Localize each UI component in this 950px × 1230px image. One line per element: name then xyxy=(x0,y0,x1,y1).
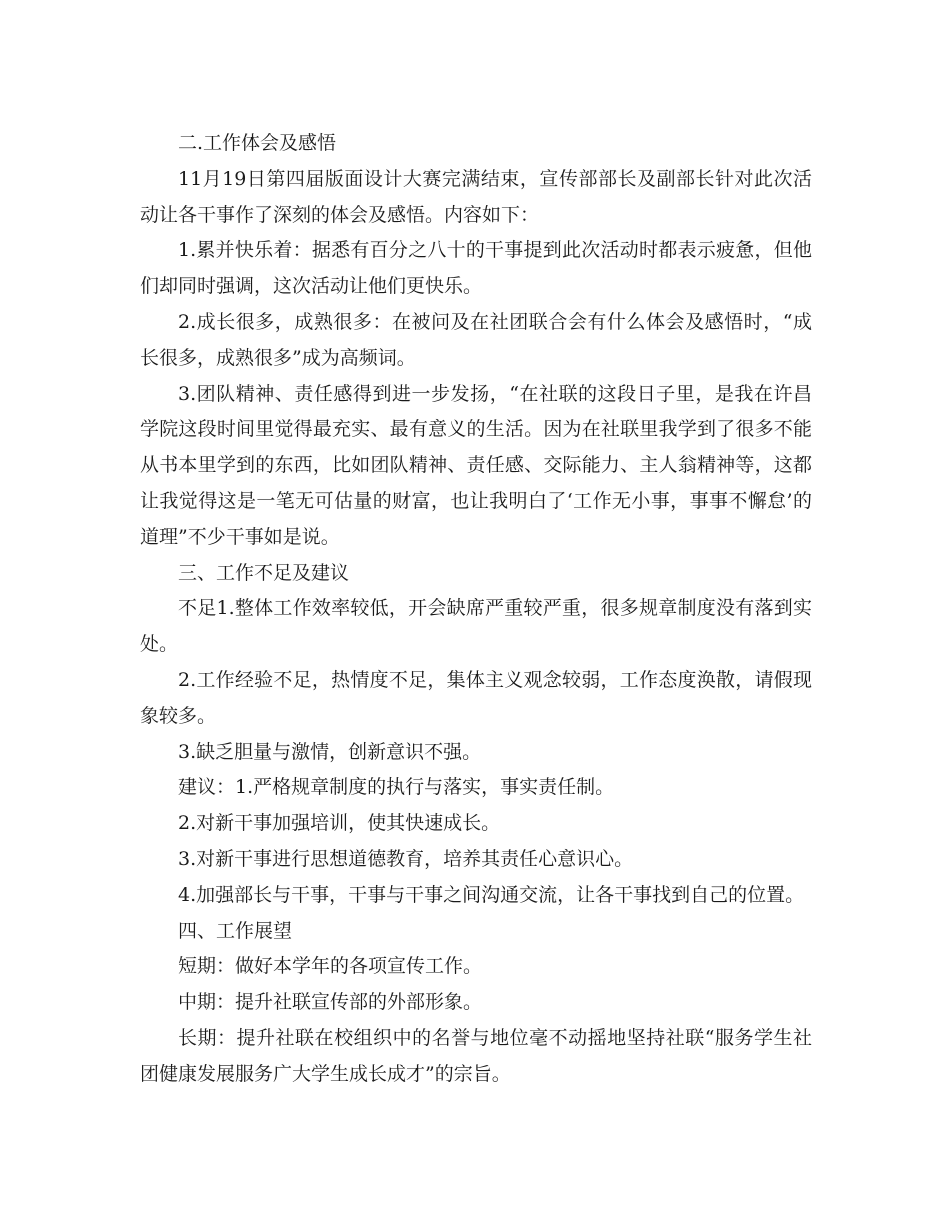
paragraph-long-term: 长期：提升社联在校组织中的名誉与地位毫不动摇地坚持社联“服务学生社团健康发展服务广大学生成长成才”的宗旨。 xyxy=(140,1026,812,1085)
paragraph-item-3: 3.团队精神、责任感得到进一步发扬，“在社联的这段日子里，是我在许昌学院这段时间里觉得最充实、最有意义的生活。因为在社联里我学到了很多不能从书本里学到的东西，比如团队精神、责任感、交际能力、主人翁精神等，这都让我觉得这是一笔无可估量的财富，也让我明白了‘工作无小事，事事不懈怠’的道理”不少干事如是说。 xyxy=(140,382,812,548)
paragraph-mid-term: 中期：提升社联宣传部的外部形象。 xyxy=(178,991,483,1014)
paragraph-intro: 11月19日第四届版面设计大赛完满结束，宣传部部长及副部长针对此次活动让各干事作了深刻的体会及感悟。内容如下： xyxy=(140,167,812,226)
paragraph-item-2: 2.成长很多，成熟很多：在被问及在社团联合会有什么体会及感悟时，“成长很多，成熟很多”成为高频词。 xyxy=(140,310,812,369)
paragraph-suggestion-2: 2.对新干事加强培训，使其快速成长。 xyxy=(178,812,501,835)
document-body xyxy=(140,126,812,1093)
heading-shortcomings: 三、工作不足及建议 xyxy=(178,561,350,584)
paragraph-suggestion-4: 4.加强部长与干事，干事与干事之间沟通交流，让各干事找到自己的位置。 xyxy=(178,883,805,906)
paragraph-shortcoming-2: 2.工作经验不足，热情度不足，集体主义观念较弱，工作态度涣散，请假现象较多。 xyxy=(140,668,812,727)
paragraph-short-term: 短期：做好本学年的各项宣传工作。 xyxy=(178,955,483,978)
paragraph-shortcoming-3: 3.缺乏胆量与激情，创新意识不强。 xyxy=(178,740,482,763)
paragraph-shortcoming-1: 不足1.整体工作效率较低，开会缺席严重较严重，很多规章制度没有落到实处。 xyxy=(140,597,812,656)
paragraph-item-1: 1.累并快乐着：据悉有百分之八十的干事提到此次活动时都表示疲惫，但他们却同时强调，这次活动让他们更快乐。 xyxy=(140,239,812,298)
heading-outlook: 四、工作展望 xyxy=(178,919,293,942)
paragraph-suggestion-1: 建议：1.严格规章制度的执行与落实，事实责任制。 xyxy=(178,776,615,799)
paragraph-suggestion-3: 3.对新干事进行思想道德教育，培养其责任心意识心。 xyxy=(178,847,634,870)
heading-work-experience: 二.工作体会及感悟 xyxy=(178,132,337,154)
